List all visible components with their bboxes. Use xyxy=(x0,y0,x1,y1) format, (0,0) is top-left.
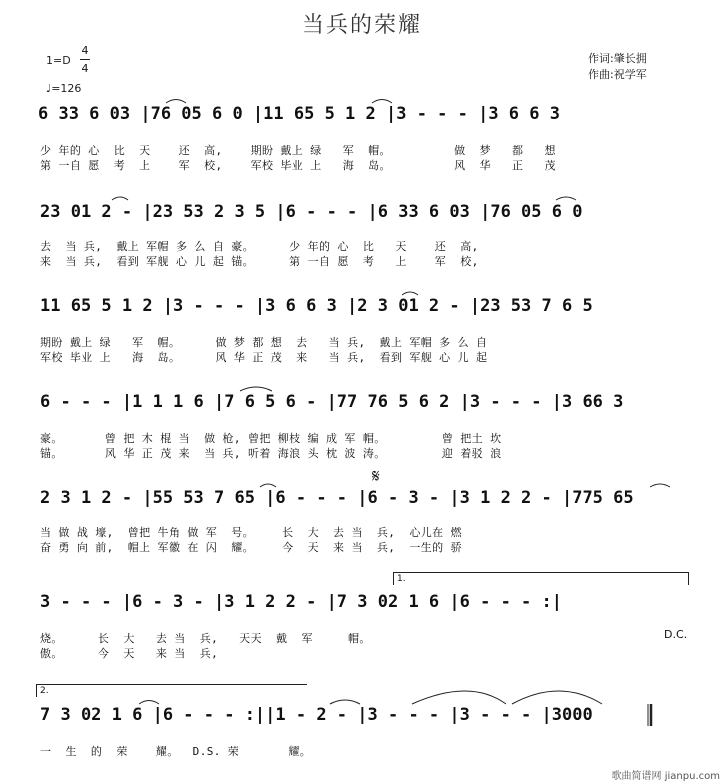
slur xyxy=(112,197,128,200)
slur xyxy=(512,691,602,704)
slur xyxy=(650,484,670,487)
lyrics-verse-2: 来 当 兵, 看到 军舰 心 儿 起 锚。 第 一自 愿 考 上 军 校, xyxy=(40,255,479,268)
time-signature-top: 4 xyxy=(81,44,89,57)
lyrics-verse-2: 奋 勇 向 前, 帽上 军徽 在 闪 耀。 今 天 来 当 兵, 一生的 骄 xyxy=(40,541,462,554)
notes: 7 3 02 1 6 |6 - - - :||1 - 2 - |3 - - - |3 - - - |3000 xyxy=(40,705,593,725)
slur xyxy=(556,197,576,200)
lyricist: 作词:肇长拥 xyxy=(588,52,647,65)
key-signature: 1=D xyxy=(46,54,71,67)
lyrics-verse-1: 期盼 戴上 绿 军 帽。 做 梦 都 想 去 当 兵, 戴上 军帽 多 么 自 xyxy=(40,336,488,349)
tempo-marking: ♩=126 xyxy=(46,82,82,95)
lyrics-verse-1: 一 生 的 荣 耀。 D.S. 荣 耀。 xyxy=(40,745,312,758)
slur xyxy=(330,700,360,704)
slur xyxy=(260,484,276,487)
slur xyxy=(240,387,272,391)
lyrics-verse-1: 少 年的 心 比 天 还 高, 期盼 戴上 绿 军 帽。 做 梦 都 想 xyxy=(40,144,556,157)
notes: 23 01 2 - |23 53 2 3 5 |6 - - - |6 33 6 03 |76 05 6 0 xyxy=(40,202,583,222)
slur xyxy=(166,100,186,104)
notes: 11 65 5 1 2 |3 - - - |3 6 6 3 |2 3 01 2 - |23 53 7 6 5 xyxy=(40,296,593,316)
lyrics-verse-1: 豪。 曾 把 木 棍 当 做 枪, 曾把 柳枝 编 成 军 帽。 曾 把土 坎 xyxy=(40,432,502,445)
lyrics-verse-2: 傲。 今 天 来 当 兵, xyxy=(40,647,219,660)
lyrics-verse-2: 第 一自 愿 考 上 军 校, 军校 毕业 上 海 岛。 风 华 正 茂 xyxy=(40,159,556,172)
volta-second-label: 2. xyxy=(40,686,49,696)
slur xyxy=(372,100,392,104)
notes: 3 - - - |6 - 3 - |3 1 2 2 - |7 3 02 1 6 |6 - - - :| xyxy=(40,592,562,612)
notes: 6 33 6 03 |76 05 6 0 |11 65 5 1 2 |3 - - - |3 6 6 3 xyxy=(38,104,560,124)
segno-icon: 𝄋 xyxy=(372,466,380,487)
slur xyxy=(402,292,418,295)
time-signature-bottom: 4 xyxy=(81,62,89,75)
lyrics-verse-1: 去 当 兵, 戴上 军帽 多 么 自 豪。 少 年的 心 比 天 还 高, xyxy=(40,240,479,253)
notes: 2 3 1 2 - |55 53 7 65 |6 - - - |6 - 3 - |3 1 2 2 - |775 65 xyxy=(40,488,634,508)
slur xyxy=(139,701,159,705)
lyrics-verse-1: 当 做 战 壕, 曾把 牛角 做 军 号。 长 大 去 当 兵, 心儿在 燃 xyxy=(40,526,462,539)
volta-first-label: 1. xyxy=(397,574,406,584)
lyrics-verse-1: 烧。 长 大 去 当 兵, 天天 戴 军 帽。 xyxy=(40,632,371,645)
watermark: 歌曲简谱网 jianpu.com xyxy=(611,771,720,782)
da-capo-marking: D.C. xyxy=(664,628,688,641)
notes: 6 - - - |1 1 1 6 |7 6 5 6 - |77 76 5 6 2 |3 - - - |3 66 3 xyxy=(40,392,624,412)
final-barline xyxy=(648,704,651,726)
lyrics-verse-2: 军校 毕业 上 海 岛。 风 华 正 茂 来 当 兵, 看到 军舰 心 儿 起 xyxy=(40,351,488,364)
page-title: 当兵的荣耀 xyxy=(301,13,422,38)
lyrics-verse-2: 锚。 风 华 正 茂 来 当 兵, 听着 海浪 头 枕 波 涛。 迎 着驳 浪 xyxy=(40,447,502,460)
composer: 作曲:祝学军 xyxy=(588,68,647,81)
slur xyxy=(412,691,506,704)
slur-marks xyxy=(112,100,670,705)
